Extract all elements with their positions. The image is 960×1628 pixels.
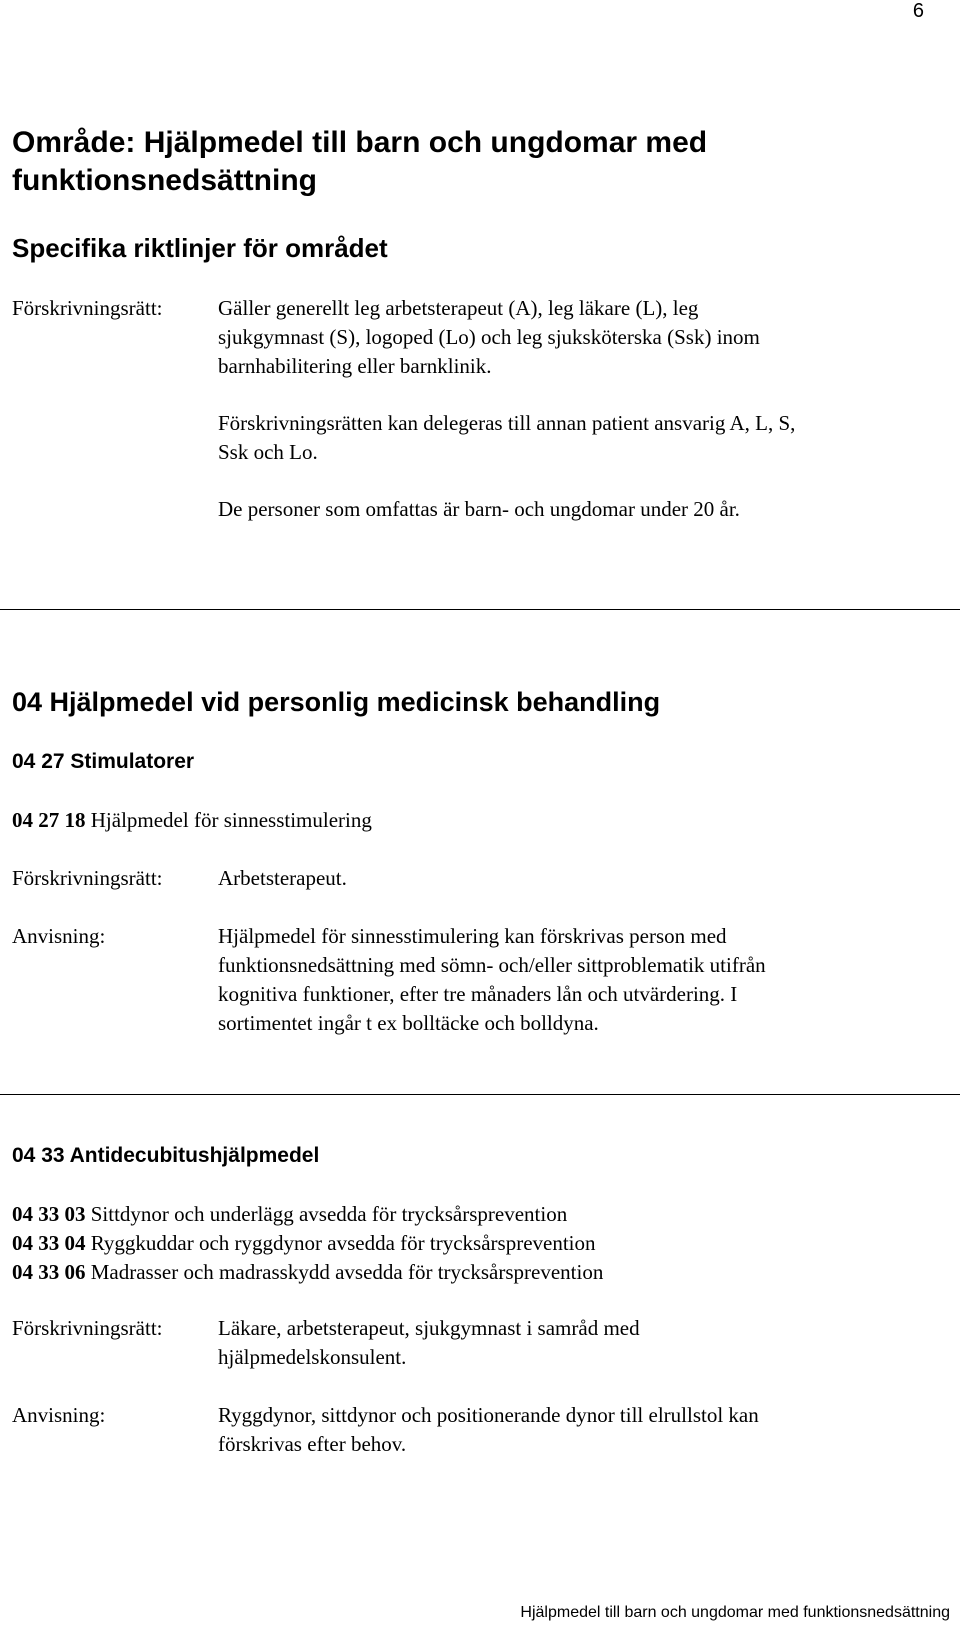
- item-list-04-33: [12, 1200, 912, 1287]
- item-label: Hjälpmedel för sinnesstimulering: [90, 808, 372, 832]
- prescription-rights-value: Arbetsterapeut.: [218, 866, 347, 890]
- instruction-label: Anvisning:: [12, 1403, 106, 1427]
- section-04-27-heading: 04 27 Stimulatorer: [12, 750, 195, 773]
- section-divider: [0, 609, 960, 610]
- specific-guidelines-heading: Specifika riktlinjer för området: [12, 233, 388, 263]
- instruction-label: Anvisning:: [12, 924, 106, 948]
- section-divider: [0, 1094, 960, 1095]
- page-footer: Hjälpmedel till barn och ungdomar med funktionsnedsättning: [520, 1604, 950, 1621]
- prescription-rights-label: Förskrivningsrätt:: [12, 866, 163, 890]
- instruction-value: Hjälpmedel för sinnesstimulering kan förskrivas person med funktionsnedsättning med sömn- och/eller sittproblematik utifrån kognitiva funktioner, efter tre månaders lån och utvärdering. I sortimentet ingår t ex bolltäcke och bolldyna.: [218, 924, 766, 1035]
- list-item: [12, 1258, 912, 1287]
- item-label: Madrasser och madrasskydd avsedda för trycksårsprevention: [90, 1260, 604, 1284]
- item-list-04-27: [12, 806, 912, 835]
- page-number: 6: [912, 0, 924, 22]
- section-04-33-heading: 04 33 Antidecubitushjälpmedel: [12, 1144, 320, 1167]
- item-code: 04 27 18: [12, 808, 86, 832]
- item-code: 04 33 03: [12, 1202, 86, 1226]
- section-04-heading: 04 Hjälpmedel vid personlig medicinsk behandling: [12, 687, 661, 717]
- list-item: [12, 1229, 912, 1258]
- instruction-value: Ryggdynor, sittdynor och positionerande dynor till elrullstol kan förskrivas efter behov.: [218, 1403, 759, 1456]
- item-code: 04 33 06: [12, 1260, 86, 1284]
- item-label: Ryggkuddar och ryggdynor avsedda för trycksårsprevention: [90, 1231, 596, 1255]
- prescription-rights-label: Förskrivningsrätt:: [12, 1316, 163, 1340]
- specific-guidelines-body: [218, 294, 798, 524]
- list-item: [12, 1200, 912, 1229]
- item-code: 04 33 04: [12, 1231, 86, 1255]
- page-title: Område: Hjälpmedel till barn och ungdomar med funktionsnedsättning: [12, 126, 708, 197]
- guideline-paragraph: Gäller generellt leg arbetsterapeut (A), leg läkare (L), leg sjukgymnast (S), logoped (Lo) och leg sjuksköterska (Ssk) inom barnhabilitering eller barnklinik.: [218, 296, 760, 378]
- prescription-rights-label: Förskrivningsrätt:: [12, 296, 163, 320]
- list-item: [12, 806, 912, 835]
- guideline-paragraph: De personer som omfattas är barn- och ungdomar under 20 år.: [218, 497, 740, 521]
- guideline-paragraph: Förskrivningsrätten kan delegeras till annan patient ansvarig A, L, S, Ssk och Lo.: [218, 411, 796, 464]
- item-label: Sittdynor och underlägg avsedda för trycksårsprevention: [90, 1202, 568, 1226]
- prescription-rights-value: Läkare, arbetsterapeut, sjukgymnast i samråd med hjälpmedelskonsulent.: [218, 1316, 640, 1369]
